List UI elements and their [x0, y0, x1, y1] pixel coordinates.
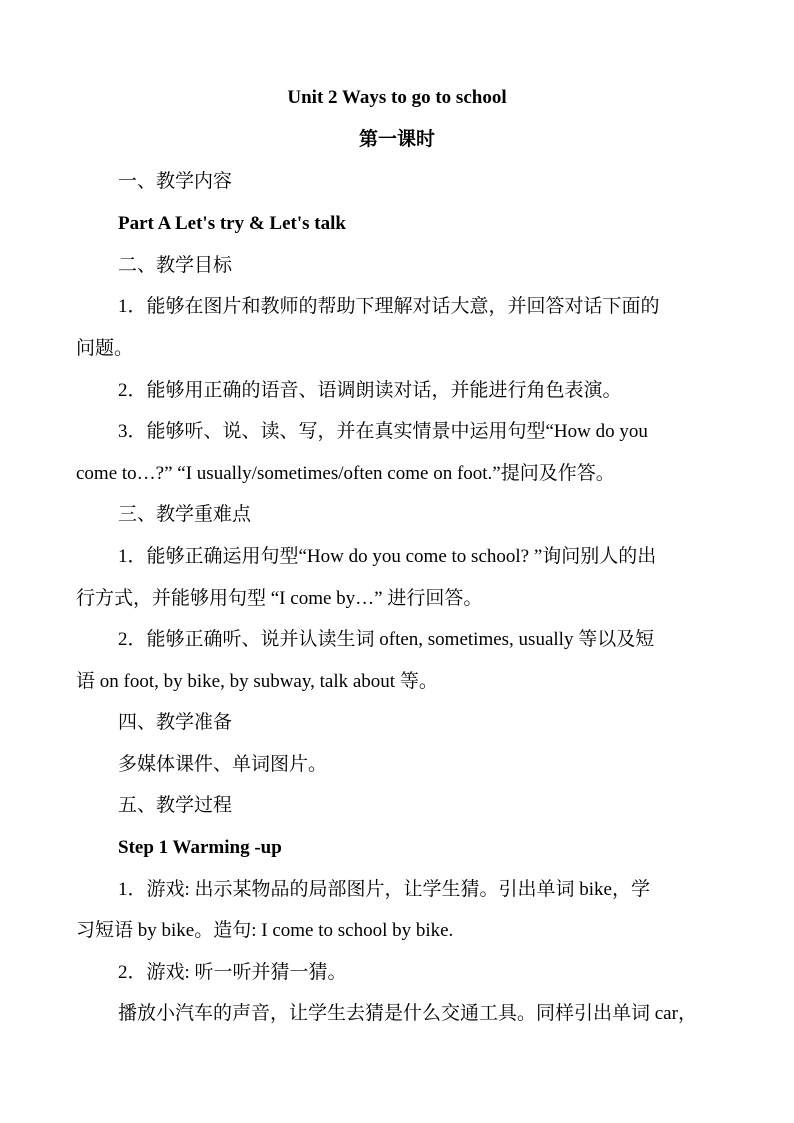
process-1-line-2: 习短语 by bike。造句: I come to school by bike.: [76, 920, 454, 941]
step-1-heading: Step 1 Warming -up: [118, 837, 282, 858]
section-heading-content: 一、教学内容: [118, 171, 233, 192]
objective-1-line-2: 问题。: [76, 338, 134, 359]
process-1-line-1: 1．游戏: 出示某物品的局部图片，让学生猜。引出单词 bike，学: [118, 879, 650, 900]
key-point-2-line-2: 语 on foot, by bike, by subway, talk about 等。: [76, 671, 438, 692]
objective-1-line-1: 1．能够在图片和教师的帮助下理解对话大意，并回答对话下面的: [118, 296, 660, 317]
process-2: 2．游戏: 听一听并猜一猜。: [118, 962, 347, 983]
key-point-1-line-2: 行方式，并能够用句型 “I come by…” 进行回答。: [76, 588, 483, 609]
objective-3-line-2: come to…?” “I usually/sometimes/often come on foot.”提问及作答。: [76, 463, 615, 484]
objective-2: 2．能够用正确的语音、语调朗读对话，并能进行角色表演。: [118, 380, 622, 401]
key-point-1-line-1: 1．能够正确运用句型“How do you come to school? ”询问别人的出: [118, 546, 657, 567]
objective-3-line-1: 3．能够听、说、读、写，并在真实情景中运用句型“How do you: [118, 421, 648, 442]
preparation-content: 多媒体课件、单词图片。: [118, 754, 328, 775]
key-point-2-line-1: 2．能够正确听、说并认读生词 often, sometimes, usually 等以及短: [118, 629, 655, 650]
part-title: Part A Let's try & Let's talk: [118, 213, 346, 234]
document-title: Unit 2 Ways to go to school: [287, 87, 507, 108]
process-2-description: 播放小汽车的声音，让学生去猜是什么交通工具。同样引出单词 car，: [118, 1003, 697, 1024]
section-heading-process: 五、教学过程: [118, 795, 233, 816]
section-heading-key-points: 三、教学重难点: [118, 504, 252, 525]
section-heading-preparation: 四、教学准备: [118, 712, 233, 733]
lesson-heading: 第一课时: [358, 129, 435, 150]
section-heading-objectives: 二、教学目标: [118, 255, 233, 276]
